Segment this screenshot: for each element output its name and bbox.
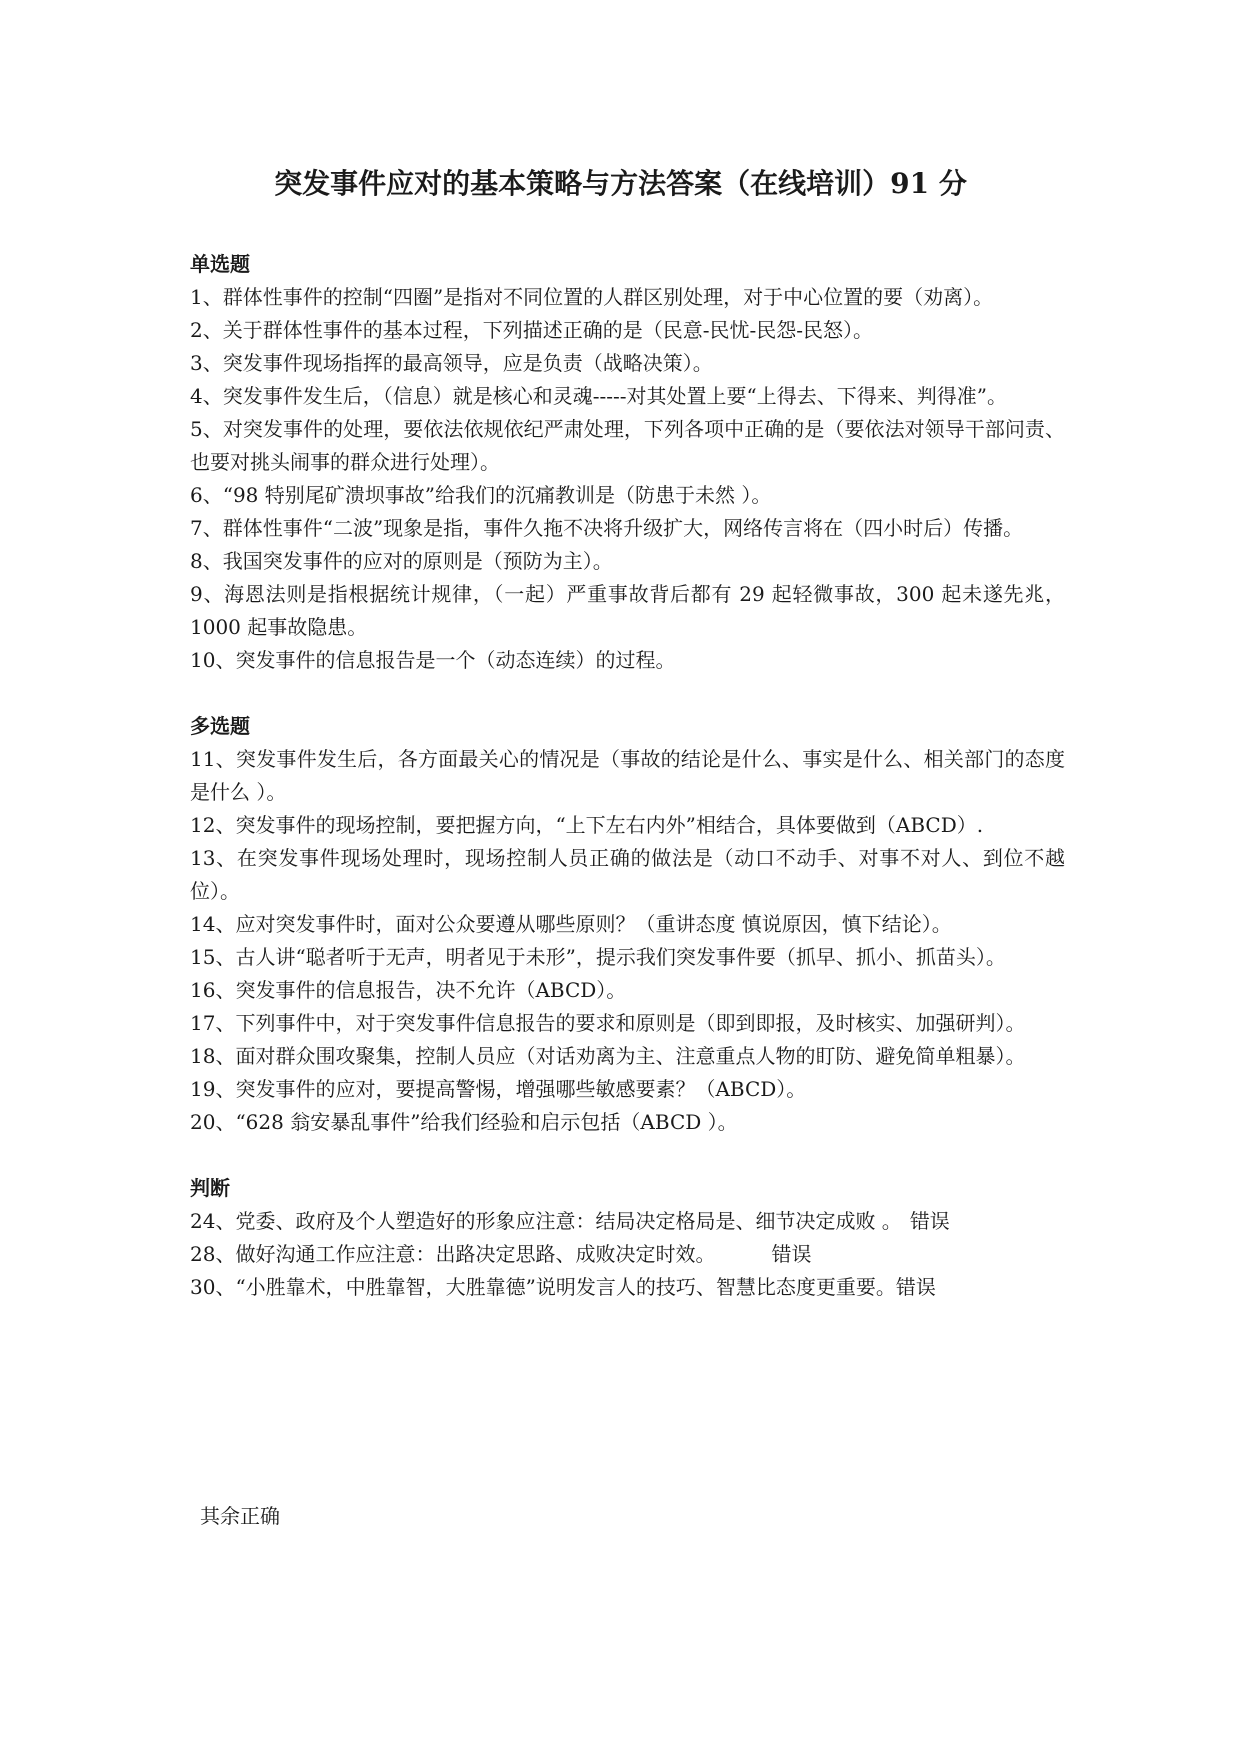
question-item: 20、“628 翁安暴乱事件”给我们经验和启示包括（ABCD ）。 <box>190 1110 738 1134</box>
question-item: 3、突发事件现场指挥的最高领导，应是负责（战略决策）。 <box>190 351 713 375</box>
judgment-item <box>190 1271 1065 1304</box>
judgment-item <box>190 1238 1065 1271</box>
section-multiple-choice <box>190 710 1065 1139</box>
question-item: 7、群体性事件“二波”现象是指，事件久拖不决将升级扩大，网络传言将在（四小时后）传播。 <box>190 516 1024 540</box>
judgment-statement: 28、做好沟通工作应注意：出路决定思路、成败决定时效。 <box>190 1242 716 1266</box>
question-item: 2、关于群体性事件的基本过程，下列描述正确的是（民意-民忧-民怨-民怒）。 <box>190 318 873 342</box>
judgment-statement: 24、党委、政府及个人塑造好的形象应注意：结局决定格局是、细节决定成败 。 <box>190 1209 902 1233</box>
question-item: 6、“98 特别尾矿溃坝事故”给我们的沉痛教训是（防患于未然 ）。 <box>190 483 772 507</box>
question-item: 4、突发事件发生后，（信息）就是核心和灵魂-----对其处置上要“上得去、下得来、判得准”。 <box>190 384 1007 408</box>
judgment-answer: 错误 <box>895 1275 936 1299</box>
question-item: 13、在突发事件现场处理时，现场控制人员正确的做法是（动口不动手、对事不对人、到位不越位）。 <box>190 846 1065 903</box>
judgment-answer: 错误 <box>771 1242 812 1266</box>
footer-note: 其余正确 <box>200 1504 280 1528</box>
section-single-choice <box>190 248 1065 677</box>
question-item: 15、古人讲“聪者听于无声，明者见于未形”，提示我们突发事件要（抓早、抓小、抓苗头）。 <box>190 945 1006 969</box>
section-spacer <box>190 677 1065 710</box>
section-spacer <box>190 1139 1065 1172</box>
question-item: 1、群体性事件的控制“四圈”是指对不同位置的人群区别处理，对于中心位置的要（劝离）。 <box>190 285 994 309</box>
section-heading: 单选题 <box>190 252 250 276</box>
question-item: 17、下列事件中，对于突发事件信息报告的要求和原则是（即到即报，及时核实、加强研判）。 <box>190 1011 1026 1035</box>
question-item: 16、突发事件的信息报告，决不允许（ABCD）。 <box>190 978 627 1002</box>
question-item: 11、突发事件发生后，各方面最关心的情况是（事故的结论是什么、事实是什么、相关部门的态度是什么 ）。 <box>190 747 1065 804</box>
section-heading: 判断 <box>190 1176 230 1200</box>
question-item: 8、我国突发事件的应对的原则是（预防为主）。 <box>190 549 613 573</box>
document-body <box>190 248 1065 1304</box>
question-item: 18、面对群众围攻聚集，控制人员应（对话劝离为主、注意重点人物的盯防、避免简单粗暴）。 <box>190 1044 1026 1068</box>
judgment-statement: 30、“小胜靠术，中胜靠智，大胜靠德”说明发言人的技巧、智慧比态度更重要。 <box>190 1275 896 1299</box>
judgment-answer: 错误 <box>909 1209 950 1233</box>
page-title: 突发事件应对的基本策略与方法答案（在线培训）91 分 <box>274 167 967 200</box>
judgment-item <box>190 1205 1065 1238</box>
question-item: 12、突发事件的现场控制，要把握方向，“上下左右内外”相结合，具体要做到（ABCD）. <box>190 813 984 837</box>
section-true-false <box>190 1172 1065 1304</box>
question-item: 14、应对突发事件时，面对公众要遵从哪些原则？（重讲态度 慎说原因，慎下结论）。 <box>190 912 952 936</box>
question-item: 9、海恩法则是指根据统计规律，（一起）严重事故背后都有 29 起轻微事故，300 起未遂先兆，1000 起事故隐患。 <box>190 582 1065 639</box>
section-heading: 多选题 <box>190 714 250 738</box>
question-item: 10、突发事件的信息报告是一个（动态连续）的过程。 <box>190 648 676 672</box>
question-item: 19、突发事件的应对，要提高警惕，增强哪些敏感要素？（ABCD）。 <box>190 1077 807 1101</box>
question-item: 5、对突发事件的处理，要依法依规依纪严肃处理，下列各项中正确的是（要依法对领导干部问责、也要对挑头闹事的群众进行处理）。 <box>190 417 1065 474</box>
